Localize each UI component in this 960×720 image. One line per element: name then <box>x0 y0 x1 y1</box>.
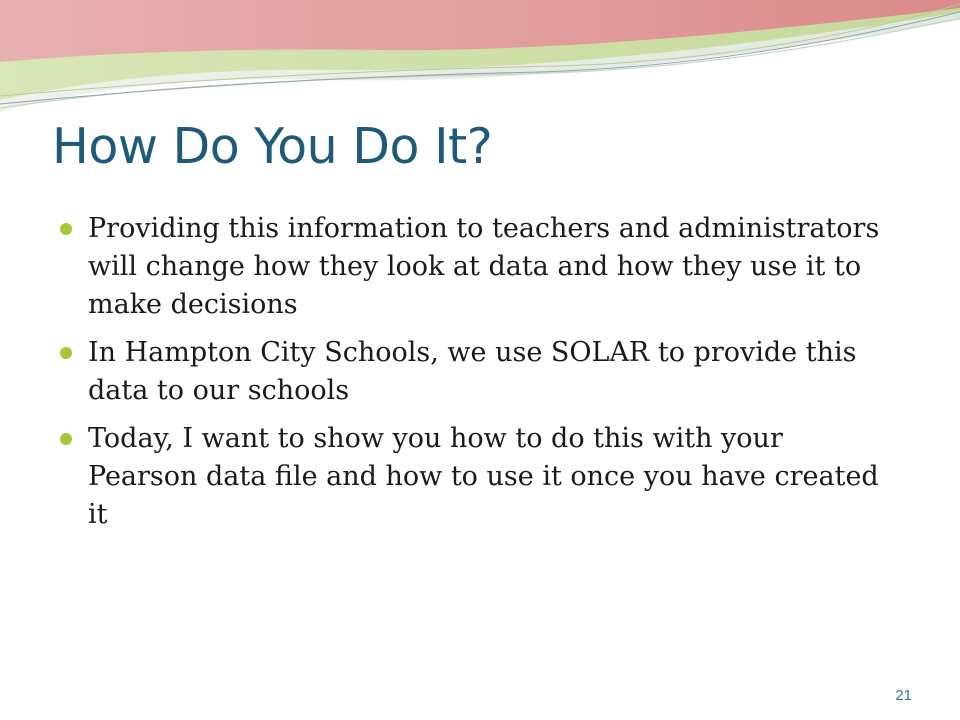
bullet-dot-icon <box>60 433 72 445</box>
page-number: 21 <box>895 687 912 704</box>
bullet-text: In Hampton City Schools, we use SOLAR to provide this data to our schools <box>88 337 857 406</box>
bullet-list <box>60 210 880 544</box>
bullet-item <box>60 334 880 410</box>
bullet-text: Today, I want to show you how to do this with your Pearson data file and how to use it once you have created it <box>88 423 879 530</box>
bullet-dot-icon <box>60 223 72 235</box>
bullet-item <box>60 420 880 534</box>
slide-title: How Do You Do It? <box>52 118 493 175</box>
header-decoration <box>0 0 960 120</box>
bullet-item <box>60 210 880 324</box>
bullet-dot-icon <box>60 347 72 359</box>
bullet-text: Providing this information to teachers and administrators will change how they look at data and how they use it to make decisions <box>88 213 880 320</box>
